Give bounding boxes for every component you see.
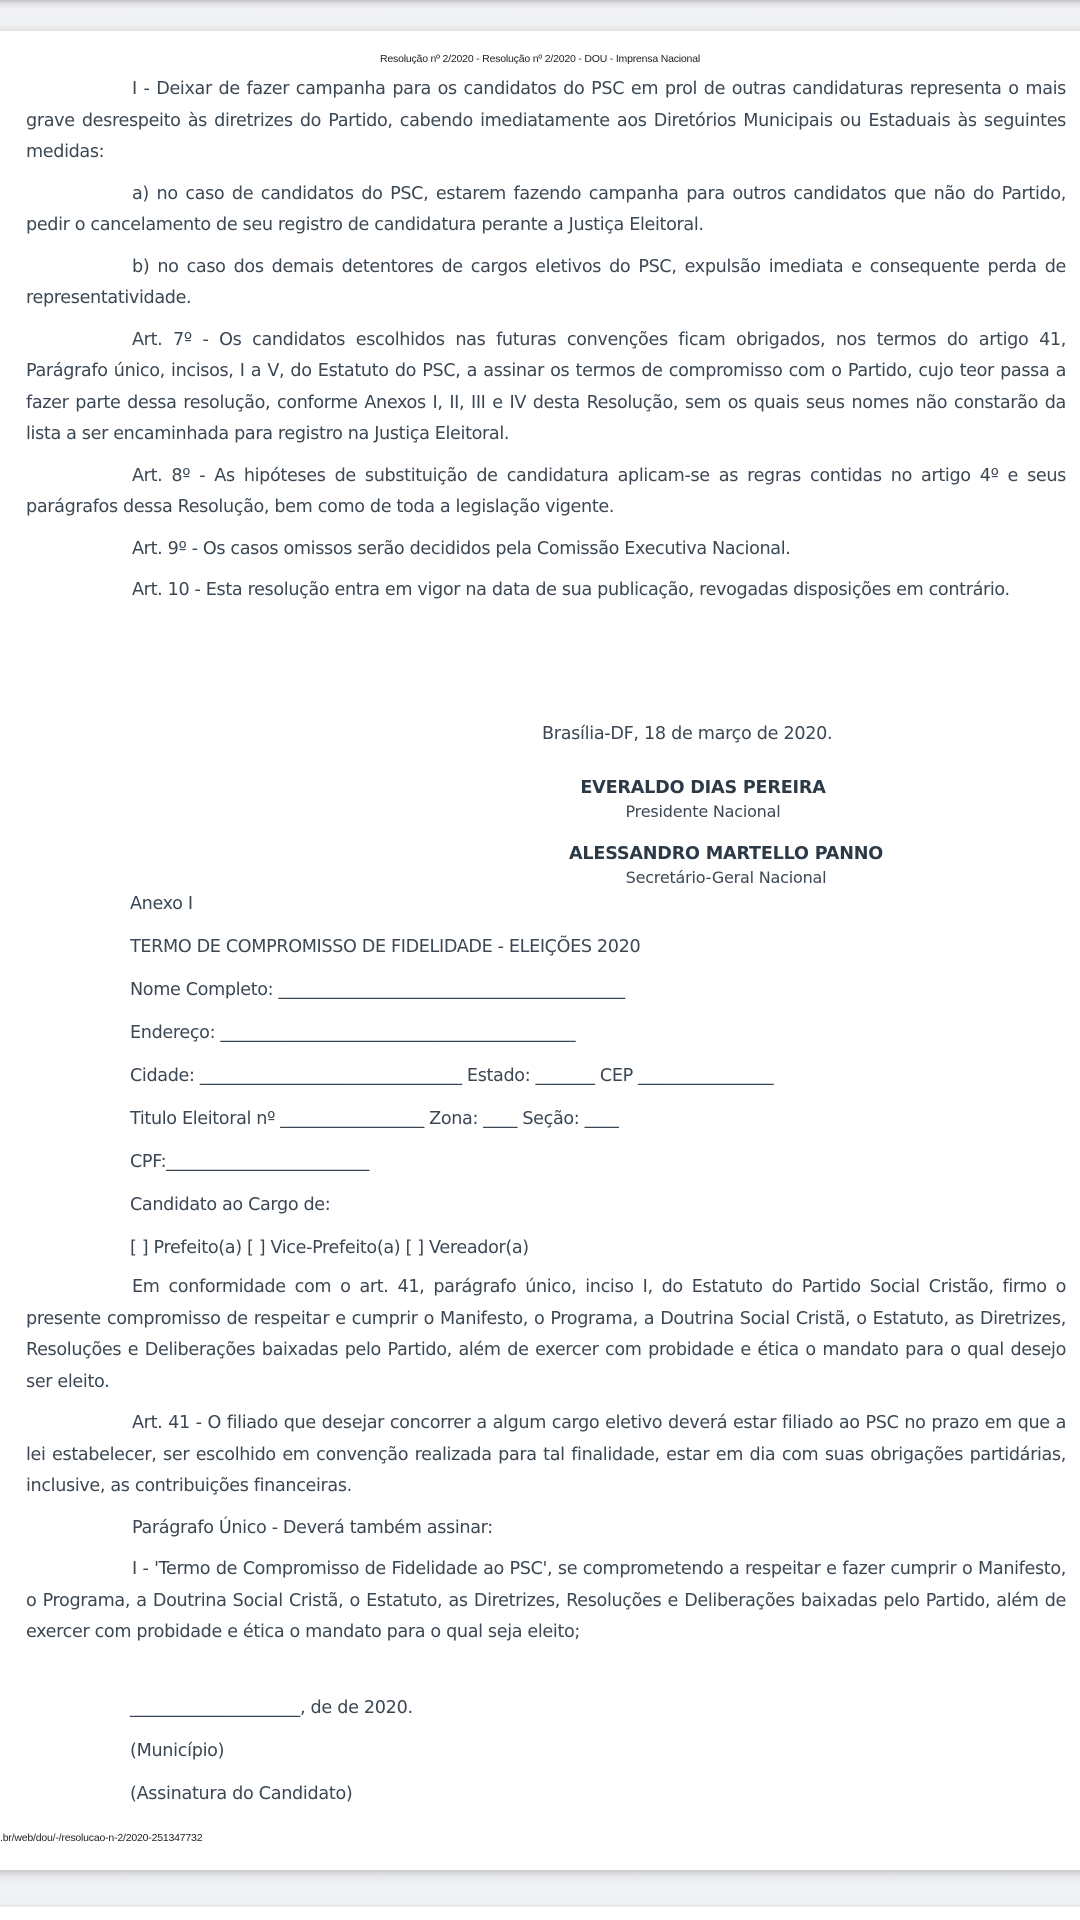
field-cargo-options: [ ] Prefeito(a) [ ] Vice-Prefeito(a) [ ] Vereador(a)	[130, 1238, 529, 1258]
closing-block	[130, 1697, 413, 1826]
field-nome-completo: Nome Completo: _________________________________________	[130, 980, 625, 1000]
page-separator-top	[0, 0, 1080, 31]
city-date: Brasília-DF, 18 de março de 2020.	[542, 724, 833, 744]
annex-form	[130, 893, 1060, 1280]
paragraph-conformidade: Em conformidade com o art. 41, parágrafo único, inciso I, do Estatuto do Partido Social Cristão, firmo o presente compromisso de respeitar e cumprir o Manifesto, o Programa, a Doutrina Social Cristã, o Estatuto, as Diretrizes, Resoluções e Deliberações baixadas pelo Partido, além de exercer com probidade e ética o mandato para o qual desejo ser eleito.	[26, 1277, 1066, 1392]
closing-assinatura: (Assinatura do Candidato)	[130, 1784, 353, 1804]
signer-president	[540, 776, 866, 824]
annex-label: Anexo I	[130, 894, 193, 914]
field-endereco: Endereço: __________________________________________	[130, 1023, 576, 1043]
paragraph-item-b: b) no caso dos demais detentores de cargos eletivos do PSC, expulsão imediata e consequente perda de representatividade.	[26, 256, 1066, 308]
paragraph-art-10: Art. 10 - Esta resolução entra em vigor na data de sua publicação, revogadas disposições em contrário.	[132, 580, 1010, 600]
paragraph-inciso-i: I - Deixar de fazer campanha para os candidatos do PSC em prol de outras candidaturas representa o mais grave desrespeito às diretrizes do Partido, cabendo imediatamente aos Diretórios Municipais ou Estaduais às seguintes medidas:	[26, 79, 1066, 162]
page-separator-bottom	[0, 1870, 1080, 1920]
closing-date-line: ____________________, de de 2020.	[130, 1698, 413, 1718]
signer-role: Presidente Nacional	[625, 802, 781, 821]
paragraph-inciso-i-termo: I - 'Termo de Compromisso de Fidelidade ao PSC', se comprometendo a respeitar e fazer cumprir o Manifesto, o Programa, a Doutrina Social Cristã, o Estatuto, as Diretrizes, Resoluções e Deliberações baixadas pelo Partido, além de exercer com probidade e ética o mandato para o qual seja eleito;	[26, 1559, 1066, 1642]
closing-municipio: (Município)	[130, 1741, 225, 1761]
paragraph-art-9: Art. 9º - Os casos omissos serão decididos pela Comissão Executiva Nacional.	[132, 538, 791, 559]
signer-name: EVERALDO DIAS PEREIRA	[580, 778, 826, 798]
print-footer-url: .br/web/dou/-/resolucao-n-2/2020-251347732	[0, 1832, 203, 1844]
resolution-body-bottom	[26, 1272, 1066, 1659]
signer-secretary	[540, 842, 912, 890]
paragraph-item-a: a) no caso de candidatos do PSC, estarem fazendo campanha para outros candidatos que não do Partido, pedir o cancelamento de seu registro de candidatura perante a Justiça Eleitoral.	[26, 183, 1066, 235]
annex-title: TERMO DE COMPROMISSO DE FIDELIDADE - ELEIÇÕES 2020	[130, 937, 641, 957]
field-cpf: CPF:________________________	[130, 1152, 369, 1172]
field-cidade-estado-cep: Cidade: _______________________________ Estado: _______ CEP ________________	[130, 1066, 774, 1086]
paragraph-art-8: Art. 8º - As hipóteses de substituição de candidatura aplicam-se as regras contidas no artigo 4º e seus parágrafos dessa Resolução, bem como de toda a legislação vigente.	[26, 465, 1066, 517]
signer-role: Secretário-Geral Nacional	[625, 868, 827, 887]
resolution-body-top	[26, 74, 1066, 617]
signer-name: ALESSANDRO MARTELLO PANNO	[568, 844, 884, 864]
paragraph-art-41: Art. 41 - O filiado que desejar concorrer a algum cargo eletivo deverá estar filiado ao PSC no prazo em que a lei estabelecer, ser escolhido em convenção realizada para tal finalidade, estar em dia com suas obrigações partidárias, inclusive, as contribuições financeiras.	[26, 1413, 1066, 1496]
field-cargo-label: Candidato ao Cargo de:	[130, 1195, 331, 1215]
print-header: Resolução nº 2/2020 - Resolução nº 2/2020 - DOU - Imprensa Nacional	[380, 53, 700, 65]
paragraph-unico: Parágrafo Único - Deverá também assinar:	[132, 1517, 493, 1538]
field-titulo-eleitoral: Titulo Eleitoral nº _________________ Zona: ____ Seção: ____	[130, 1109, 619, 1129]
paragraph-art-7: Art. 7º - Os candidatos escolhidos nas futuras convenções ficam obrigados, nos termos do artigo 41, Parágrafo único, incisos, I a V, do Estatuto do PSC, a assinar os termos de compromisso com o Partido, cujo teor passa a fazer parte dessa resolução, conforme Anexos I, II, III e IV desta Resolução, sem os quais seus nomes não constarão da lista a ser encaminhada para registro na Justiça Eleitoral.	[26, 329, 1066, 444]
